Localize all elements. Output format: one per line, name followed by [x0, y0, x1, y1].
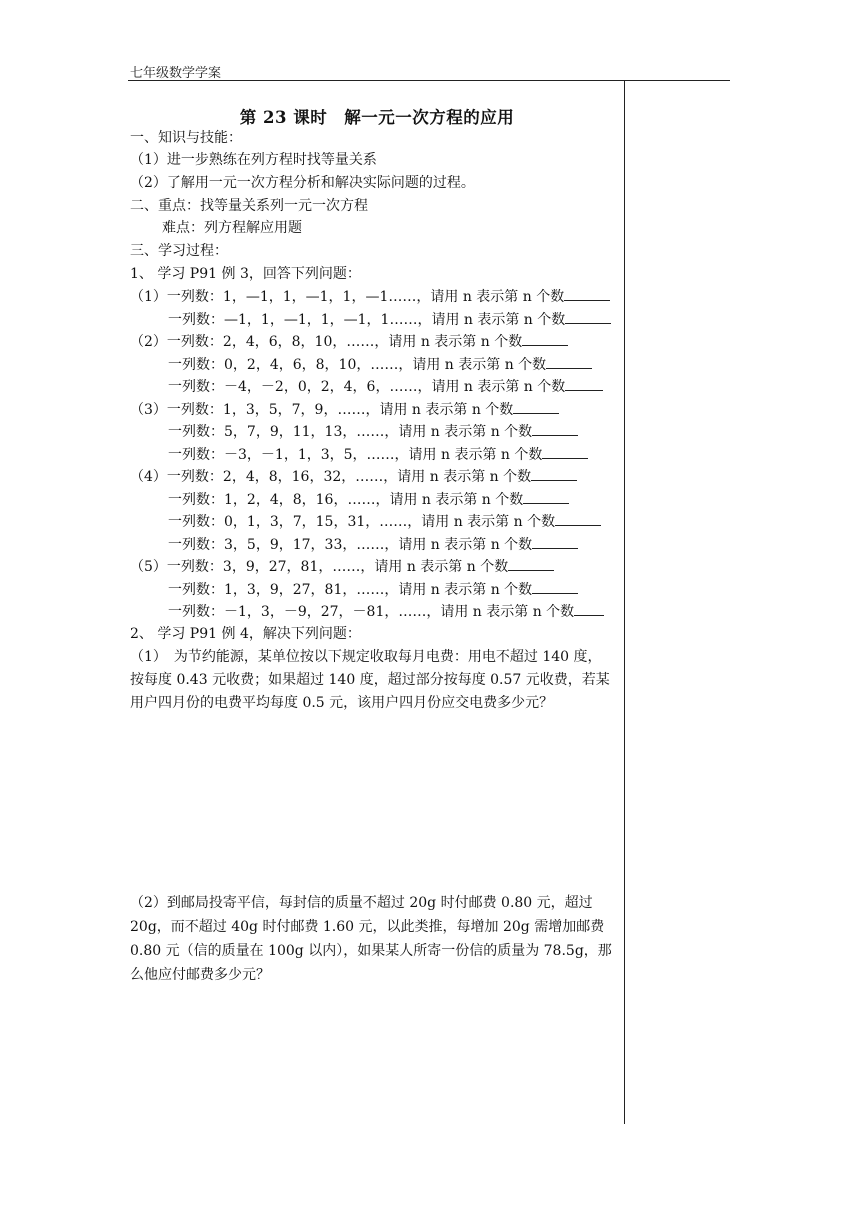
sequence-line [168, 421, 578, 442]
sequence-text: 一列数：1，3，9，27，81，……，请用 n 表示第 n 个数 [168, 582, 533, 598]
problem-1-line: 用户四月份的电费平均每度 0.5 元，该用户四月份应交电费多少元？ [130, 695, 554, 711]
problem-2-line: 20g，而不超过 40g 时付邮费 1.60 元，以此类推，每增加 20g 需增加邮费 [130, 919, 605, 935]
answer-blank[interactable] [564, 286, 610, 301]
margin-rule [624, 80, 625, 1124]
sequence-text: 一列数：1，3，5，7，9，……，请用 n 表示第 n 个数 [166, 402, 514, 418]
sequence-line [168, 579, 578, 600]
sequence-line [168, 376, 603, 397]
problem-2-line: （2）到邮局投寄平信，每封信的质量不超过 20g 时付邮费 0.80 元，超过 [130, 895, 593, 911]
sequence-line [168, 534, 578, 555]
objective-2: （2）了解用一元一次方程分析和解决实际问题的过程。 [130, 175, 475, 191]
sequence-text: 一列数：2，4，8，16，32，……，请用 n 表示第 n 个数 [166, 469, 532, 485]
header-rule [128, 80, 730, 81]
answer-blank[interactable] [546, 354, 592, 369]
sequence-text: 一列数：1，2，4，8，16，……，请用 n 表示第 n 个数 [168, 492, 524, 508]
sequence-prefix: （2） [130, 334, 167, 350]
sequence-line [130, 466, 577, 487]
sequence-text: 一列数：0，2，4，6，8，10，……，请用 n 表示第 n 个数 [168, 357, 547, 373]
sequence-line [130, 286, 610, 307]
problem-2-line: 么他应付邮费多少元？ [130, 967, 270, 983]
sequence-line [168, 489, 569, 510]
sequence-line [168, 309, 611, 330]
answer-blank[interactable] [574, 601, 604, 616]
answer-blank[interactable] [513, 399, 559, 414]
sequence-text: 一列数：－1，3，－9，27，－81，……，请用 n 表示第 n 个数 [168, 604, 575, 620]
answer-blank[interactable] [532, 579, 578, 594]
sequence-text: 一列数：5，7，9，11，13，……，请用 n 表示第 n 个数 [168, 424, 533, 440]
sequence-line [168, 601, 604, 622]
question-1-heading: 1、 学习 P91 例 3，回答下列问题： [130, 266, 361, 282]
answer-blank[interactable] [523, 489, 569, 504]
section-2-heading: 二、重点：找等量关系列一元一次方程 [130, 198, 368, 214]
sequence-text: 一列数：3，9，27，81，……，请用 n 表示第 n 个数 [166, 559, 509, 575]
difficulty-text: 难点：列方程解应用题 [162, 220, 302, 236]
sequence-line [130, 331, 568, 352]
sequence-line [168, 354, 592, 375]
sequence-prefix: （5） [130, 559, 167, 575]
answer-blank[interactable] [565, 376, 603, 391]
sequence-text: 一列数：—1，1，—1，1，—1，1……，请用 n 表示第 n 个数 [168, 312, 566, 328]
header-title: 七年级数学学案 [130, 66, 222, 81]
sequence-text: 一列数：2，4，6，8，10，……，请用 n 表示第 n 个数 [166, 334, 523, 350]
sequence-prefix: （1） [130, 289, 167, 305]
answer-blank[interactable] [508, 556, 554, 571]
answer-blank[interactable] [532, 534, 578, 549]
section-1-heading: 一、知识与技能： [130, 130, 242, 146]
objective-1: （1）进一步熟练在列方程时找等量关系 [130, 152, 377, 168]
sequence-text: 一列数：1，—1，1，—1，1，—1……，请用 n 表示第 n 个数 [166, 289, 565, 305]
sequence-prefix: （4） [130, 469, 167, 485]
section-3-heading: 三、学习过程： [130, 243, 228, 259]
sequence-line [130, 556, 554, 577]
sequence-text: 一列数：－3，－1，1，3，5，……，请用 n 表示第 n 个数 [168, 447, 543, 463]
problem-1-line: （1） 为节约能源，某单位按以下规定收取每月电费：用电不超过 140 度， [130, 649, 602, 665]
sequence-text: 一列数：3，5，9，17，33，……，请用 n 表示第 n 个数 [168, 537, 533, 553]
sequence-line [168, 444, 588, 465]
answer-blank[interactable] [565, 309, 611, 324]
lesson-title: 第 23 课时 解一元一次方程的应用 [239, 108, 515, 127]
answer-blank[interactable] [555, 511, 601, 526]
sequence-line [168, 511, 601, 532]
sequence-line [130, 399, 559, 420]
sequence-prefix: （3） [130, 402, 167, 418]
sequence-text: 一列数：0，1，3，7，15，31，……，请用 n 表示第 n 个数 [168, 514, 556, 530]
sequence-text: 一列数：－4，－2，0，2，4，6，……，请用 n 表示第 n 个数 [168, 379, 566, 395]
answer-blank[interactable] [522, 331, 568, 346]
answer-blank[interactable] [531, 466, 577, 481]
answer-blank[interactable] [542, 444, 588, 459]
problem-1-line: 按每度 0.43 元收费；如果超过 140 度，超过部分按每度 0.57 元收费，若某 [130, 672, 610, 688]
answer-blank[interactable] [532, 421, 578, 436]
problem-2-line: 0.80 元（信的质量在 100g 以内），如果某人所寄一份信的质量为 78.5g，那 [130, 943, 612, 959]
question-2-heading: 2、 学习 P91 例 4，解决下列问题： [130, 626, 361, 642]
